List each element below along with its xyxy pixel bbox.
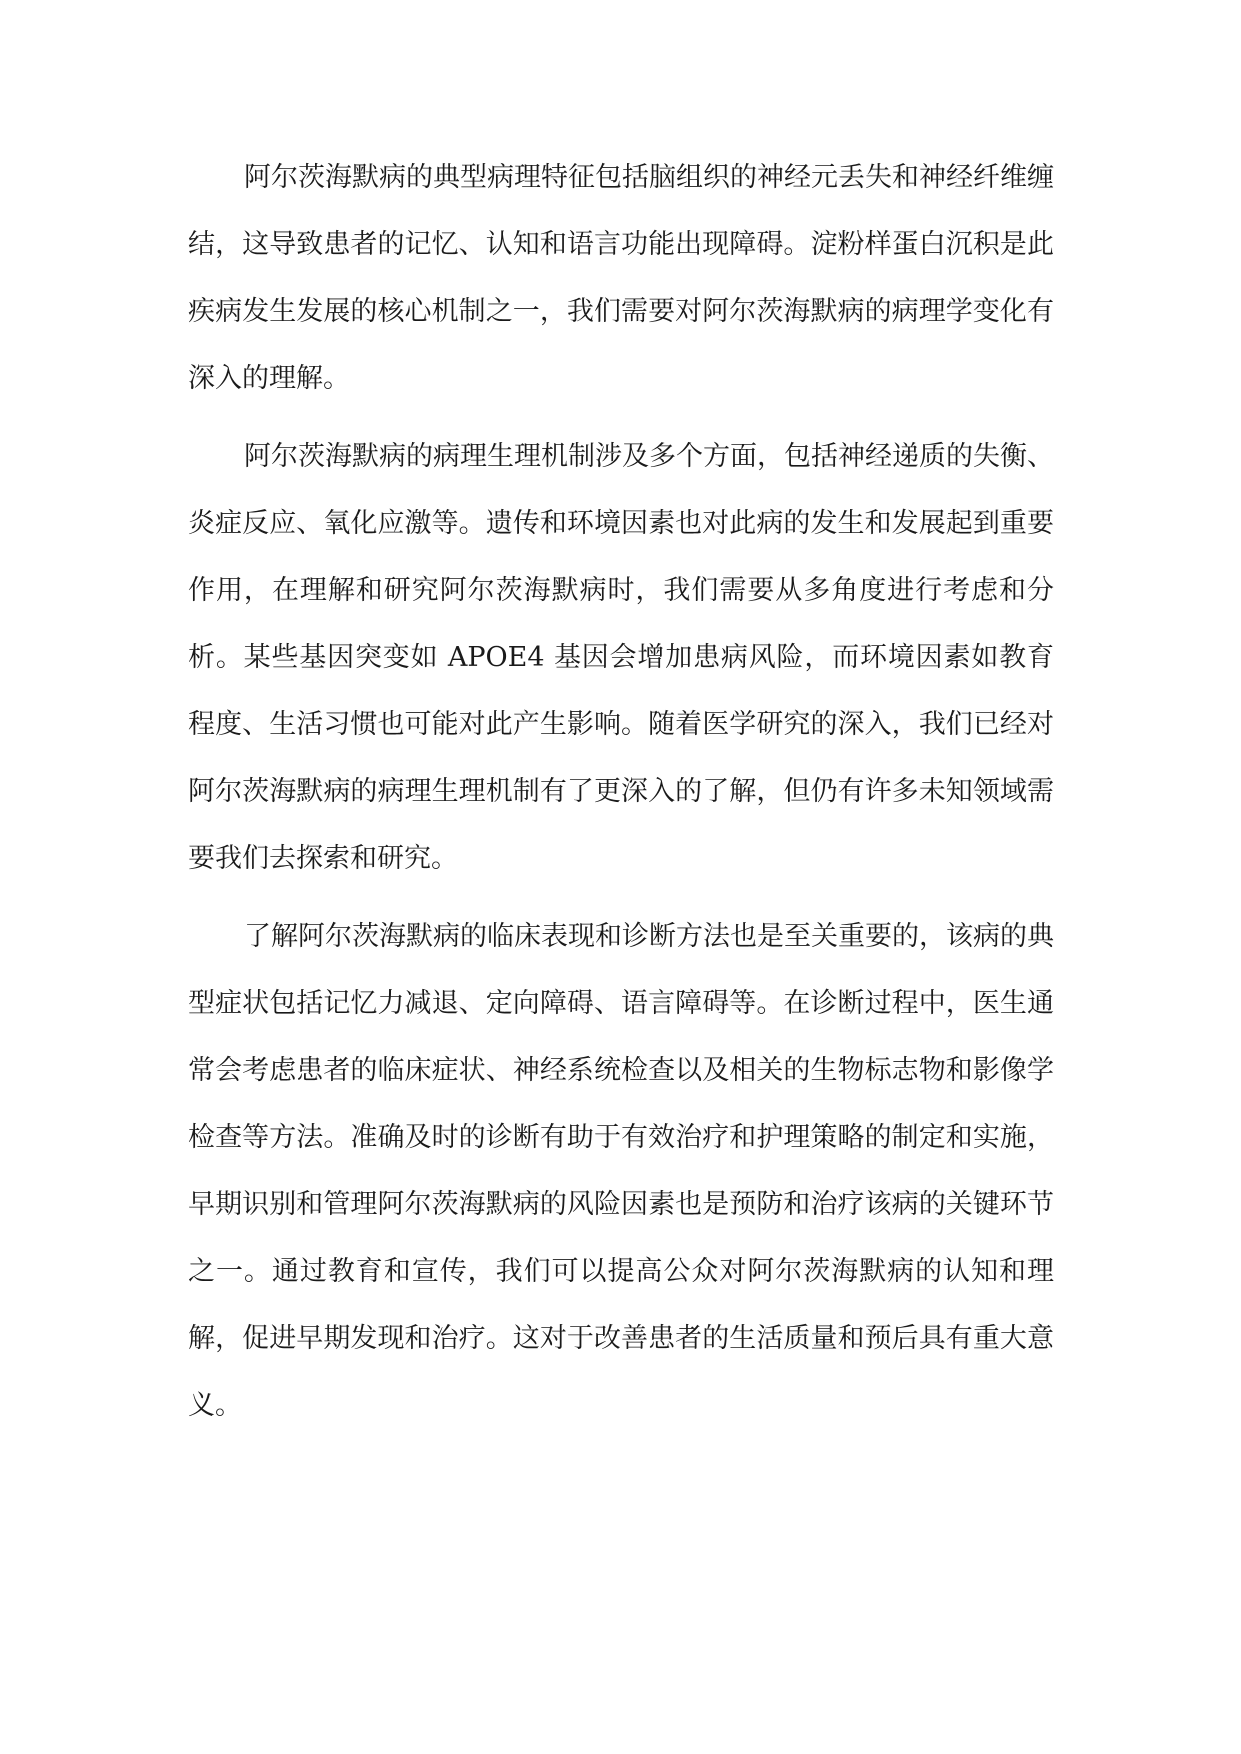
paragraph-diagnosis: 了解阿尔茨海默病的临床表现和诊断方法也是至关重要的，该病的典型症状包括记忆力减退、定向障碍、语言障碍等。在诊断过程中，医生通常会考虑患者的临床症状、神经系统检查以及相关的生物标志物和影像学检查等方法。准确及时的诊断有助于有效治疗和护理策略的制定和实施，早期识别和管理阿尔茨海默病的风险因素也是预防和治疗该病的关键环节之一。通过教育和宣传，我们可以提高公众对阿尔茨海默病的认知和理解，促进早期发现和治疗。这对于改善患者的生活质量和预后具有重大意义。 xyxy=(188,921,1054,1421)
body-text xyxy=(188,144,1054,1450)
paragraph-pathology: 阿尔茨海默病的典型病理特征包括脑组织的神经元丢失和神经纤维缠结，这导致患者的记忆、认知和语言功能出现障碍。淀粉样蛋白沉积是此疾病发生发展的核心机制之一，我们需要对阿尔茨海默病的病理学变化有深入的理解。 xyxy=(188,162,1054,394)
paragraph-mechanism: 阿尔茨海默病的病理生理机制涉及多个方面，包括神经递质的失衡、炎症反应、氧化应激等。遗传和环境因素也对此病的发生和发展起到重要作用，在理解和研究阿尔茨海默病时，我们需要从多角度进行考虑和分析。某些基因突变如 APOE4 基因会增加患病风险，而环境因素如教育程度、生活习惯也可能对此产生影响。随着医学研究的深入，我们已经对阿尔茨海默病的病理生理机制有了更深入的了解，但仍有许多未知领域需要我们去探索和研究。 xyxy=(188,441,1054,874)
